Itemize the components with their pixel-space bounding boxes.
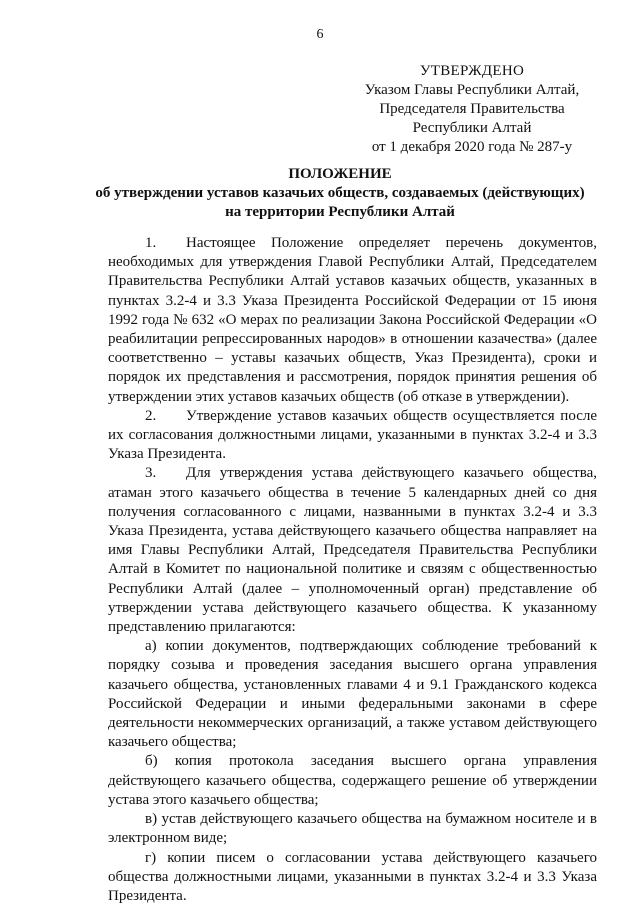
document-subtitle-line: на территории Республики Алтай <box>80 203 600 222</box>
paragraph-number: 2. <box>145 407 186 426</box>
paragraph-1 <box>108 234 597 407</box>
paragraph-text: Для утверждения устава действующего казачьего общества, атаман этого казачьего общества в течение 5 календарных дней со дня получения согласованного с лицами, названными в пунктах 3.2-4 и 3.3 Указа Президента, устава действующего казачьего общества направляет на имя Главы Республики Алтай, Председателя Правительства Республики Алтай в Комитет по национальной политике и связям с общественностью Республики Алтай (далее – уполномоченный орган) представление об утверждении устава действующего казачьего общества. К указанному представлению прилагаются: <box>108 465 597 635</box>
document-title <box>80 165 600 222</box>
paragraph-number: 3. <box>145 464 186 483</box>
approval-stamp <box>347 62 597 157</box>
paragraph-text: Настоящее Положение определяет перечень документов, необходимых для утверждения Главой Республики Алтай, Председателем Правительства Республики Алтай уставов казачьих обществ, указанных в пунктах 3.2-4 и 3.3 Указа Президента Российской Федерации от 15 июня 1992 года № 632 «О мерах по реализации Закона Российской Федерации «О реабилитации репрессированных народов» в отношении казачества» (далее соответственно – уставы казачьих обществ, Указ Президента), сроки и порядок их представления и рассмотрения, порядок принятия решения об утверждении этих уставов казачьих обществ (об отказе в утверждении). <box>108 235 597 405</box>
approval-line: Указом Главы Республики Алтай, <box>347 81 597 100</box>
document-body <box>108 234 597 906</box>
approval-line: от 1 декабря 2020 года № 287-у <box>347 138 597 157</box>
page-number: 6 <box>0 27 640 43</box>
paragraph-2 <box>108 407 597 465</box>
approval-title: УТВЕРЖДЕНО <box>347 62 597 81</box>
approval-line: Председателя Правительства <box>347 100 597 119</box>
paragraph-number: 1. <box>145 234 186 253</box>
subitem-a: а) копии документов, подтверждающих соблюдение требований к порядку созыва и проведения заседания высшего органа управления казачьего общества, установленных главами 4 и 9.1 Гражданского кодекса Российской Федерации и иными федеральными законами в сфере деятельности некоммерческих организаций, а также уставом действующего казачьего общества; <box>108 637 597 752</box>
document-heading: ПОЛОЖЕНИЕ <box>80 165 600 184</box>
subitem-g: г) копии писем о согласовании устава действующего казачьего общества должностными лицами, указанными в пунктах 3.2-4 и 3.3 Указа Президента. <box>108 849 597 906</box>
subitem-b: б) копия протокола заседания высшего органа управления действующего казачьего общества, содержащего решение об утверждении устава этого казачьего общества; <box>108 752 597 810</box>
approval-line: Республики Алтай <box>347 119 597 138</box>
paragraph-3 <box>108 464 597 637</box>
subitem-v: в) устав действующего казачьего общества на бумажном носителе и в электронном виде; <box>108 810 597 848</box>
document-subtitle-line: об утверждении уставов казачьих обществ, создаваемых (действующих) <box>80 184 600 203</box>
paragraph-text: Утверждение уставов казачьих обществ осуществляется после их согласования должностными лицами, указанными в пунктах 3.2-4 и 3.3 Указа Президента. <box>108 408 597 462</box>
